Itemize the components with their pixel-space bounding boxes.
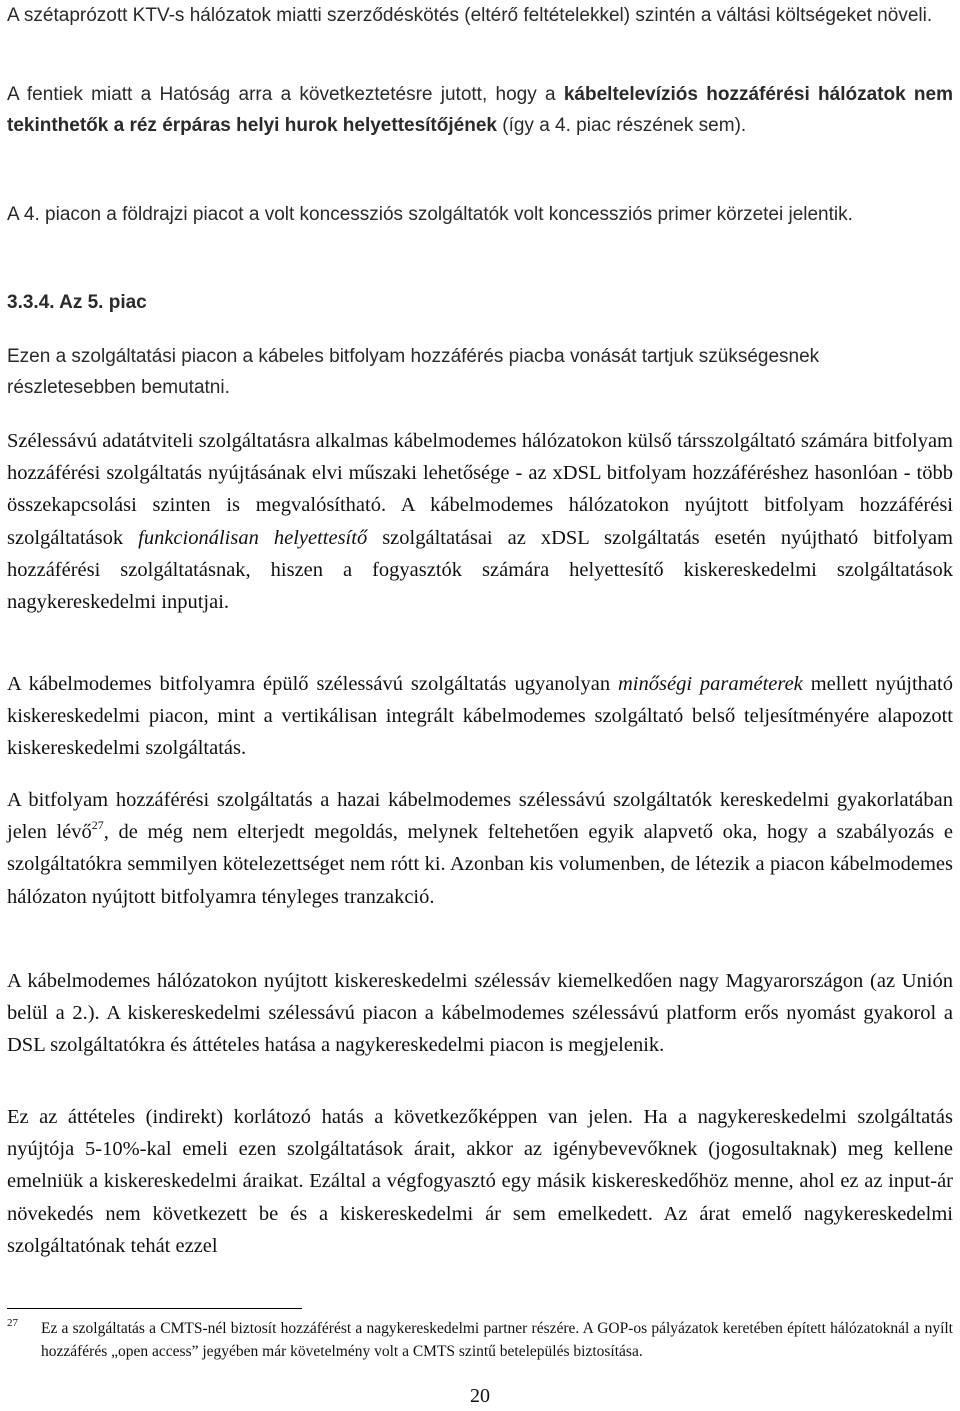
paragraph-7-tail: , de még nem elterjedt megoldás, melynek feltehetően egyik alapvető oka, hogy a szabályozás e szolgáltatókra semmilyen kötelezettséget nem rótt ki. Azonban kis volumenben, de létezik a piacon kábelmodemes hálózaton nyújtott bitfolyamra tényleges tranzakció.: [7, 821, 954, 908]
section-heading: 3.3.4. Az 5. piac: [7, 292, 147, 313]
footnote-text: Ez a szolgáltatás a CMTS-nél biztosít hozzáférést a nagykereskedelmi partner részére. A GOP-os pályázatok keretében épített hálózatoknál a nyílt hozzáférés „open access” jegyében már követelmény volt a CMTS szintű betelepülés biztosítása.: [41, 1320, 953, 1360]
paragraph-2-bold: kábeltelevíziós hozzáférési hálózatok nem tekinthetők a réz érpáras helyi hurok helyettesítőjének: [7, 84, 953, 136]
paragraph-6-tail: mellett nyújtható kiskereskedelmi piacon, mint a vertikálisan integrált kábelmodemes szolgáltató belső teljesítményére alapozott kiskereskedelmi szolgáltatás.: [7, 673, 953, 760]
paragraph-6-text: A kábelmodemes bitfolyamra épülő szélessávú szolgáltatás ugyanolyan: [7, 673, 618, 695]
paragraph-7: [7, 784, 953, 913]
footnote: [7, 1318, 953, 1363]
paragraph-4: Ezen a szolgáltatási piacon a kábeles bitfolyam hozzáférés piacba vonását tartjuk szükségesnek részletesebben bemutatni.: [7, 346, 820, 398]
paragraph-8: A kábelmodemes hálózatokon nyújtott kiskereskedelmi szélessáv kiemelkedően nagy Magyarországon (az Unión belül a 2.). A kiskereskedelmi szélessávú piacon a kábelmodemes szélessávú platform erős nyomást gyakorol a DSL szolgáltatókra és áttételes hatása a nagykereskedelmi piacon is megjelenik.: [7, 970, 953, 1057]
paragraph-6: [7, 668, 953, 765]
paragraph-9: Ez az áttételes (indirekt) korlátozó hatás a következőképpen van jelen. Ha a nagykereskedelmi szolgáltatás nyújtója 5-10%-kal emeli ezen szolgáltatások árait, akkor az igénybevevőknek (jogosultaknak) meg kellene emelniük a kiskereskedelmi áraikat. Ezáltal a végfogyasztó egy másik kiskereskedőhöz menne, ahol ez az input-ár növekedés nem következett be és a kiskereskedelmi ár sem emelkedett. Az árat emelő nagykereskedelmi szolgáltatónak tehát ezzel: [7, 1106, 953, 1257]
paragraph-7-text: A bitfolyam hozzáférési szolgáltatás a hazai kábelmodemes szélessávú szolgáltatók kereskedelmi gyakorlatában jelen lévő: [7, 789, 953, 844]
paragraph-1: A szétaprózott KTV-s hálózatok miatti szerződéskötés (eltérő feltételekkel) szintén a váltási költségeket növeli.: [7, 5, 933, 26]
paragraph-6-italic: minőségi paraméterek: [618, 673, 803, 695]
paragraph-3: A 4. piacon a földrajzi piacot a volt koncessziós szolgáltatók volt koncessziós primer körzetei jelentik.: [7, 204, 853, 225]
paragraph-5-text: Szélessávú adatátviteli szolgáltatásra alkalmas kábelmodemes hálózatokon külső társszolgáltató számára bitfolyam hozzáférési szolgáltatás nyújtásának elvi műszaki lehetősége - az xDSL bitfolyam hozzáféréshez hasonlóan - több összekapcsolási szinten is megvalósítható. A kábelmodemes hálózatokon nyújtott bitfolyam hozzáférési szolgáltatások: [7, 430, 953, 549]
paragraph-5: [7, 425, 953, 618]
paragraph-2-text: A fentiek miatt a Hatóság arra a következtetésre jutott, hogy a: [7, 84, 564, 105]
footnote-separator: [7, 1308, 302, 1309]
page-number: 20: [470, 1385, 490, 1407]
paragraph-5-tail: szolgáltatásai az xDSL szolgáltatás esetén nyújtható bitfolyam hozzáférési szolgáltatásnak, hiszen a fogyasztók számára helyettesítő kiskereskedelmi szolgáltatások nagykereskedelmi inputjai.: [7, 526, 954, 614]
footnote-reference: 27: [91, 818, 104, 833]
footnote-number: 27: [7, 1317, 18, 1329]
paragraph-2: [7, 79, 953, 141]
paragraph-2-tail: (így a 4. piac részének sem).: [496, 115, 747, 136]
paragraph-5-italic: funkcionálisan helyettesítő: [138, 526, 368, 549]
